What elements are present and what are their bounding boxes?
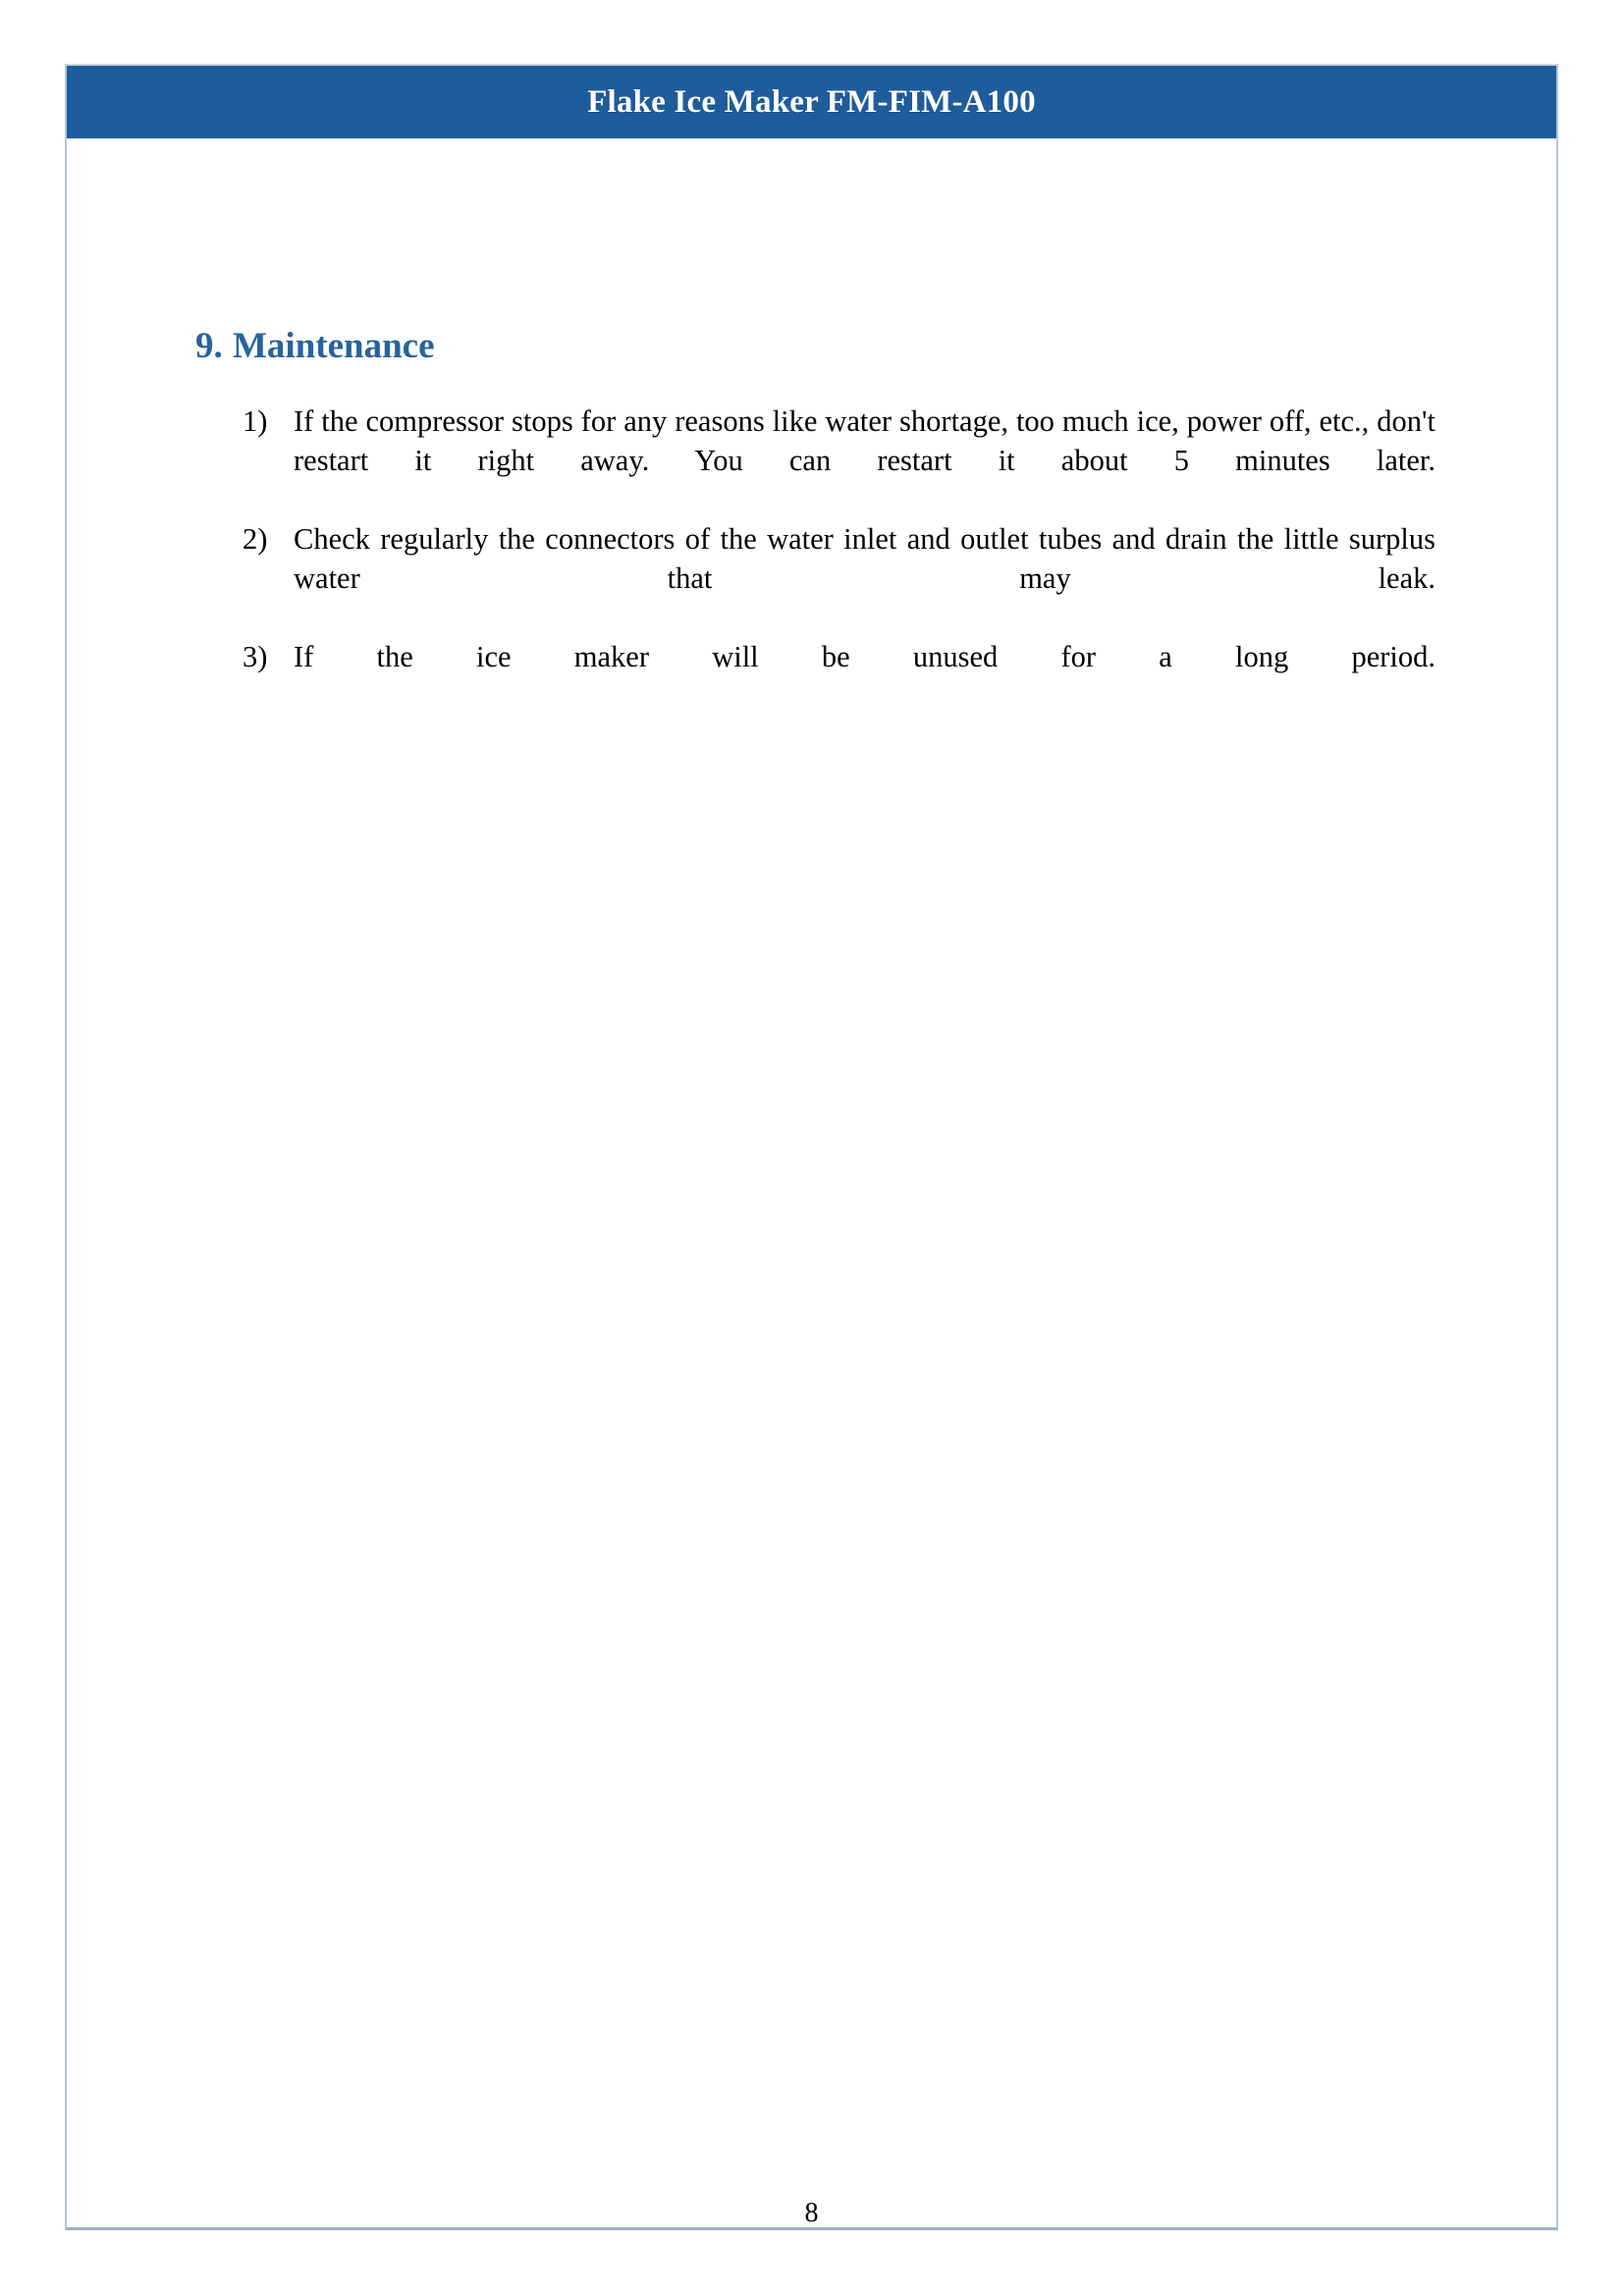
running-header-title: Flake Ice Maker FM-FIM-A100 <box>587 83 1036 120</box>
list-item-marker: 3) <box>243 640 268 673</box>
page-number: 8 <box>804 2198 819 2228</box>
section-heading <box>195 325 435 367</box>
list-item <box>243 637 1435 716</box>
list-item-text: If the compressor stops for any reasons like water shortage, too much ice, power off, etc., don't restart it right away. You can restart it about 5 minutes later. <box>294 404 1435 477</box>
list-item-marker: 1) <box>243 404 268 438</box>
section-title: Maintenance <box>233 326 435 366</box>
list-item-marker: 2) <box>243 522 268 556</box>
running-header <box>67 66 1556 138</box>
list-item <box>243 401 1435 519</box>
list-item <box>243 519 1435 637</box>
maintenance-list <box>243 401 1435 716</box>
list-item-text: Check regularly the connectors of the water inlet and outlet tubes and drain the little surplus water that may leak. <box>294 522 1435 595</box>
list-item-text: If the ice maker will be unused for a long period. <box>294 640 1435 673</box>
page-content <box>67 138 1556 2227</box>
section-number: 9. <box>195 326 223 366</box>
document-page <box>65 64 1558 2230</box>
